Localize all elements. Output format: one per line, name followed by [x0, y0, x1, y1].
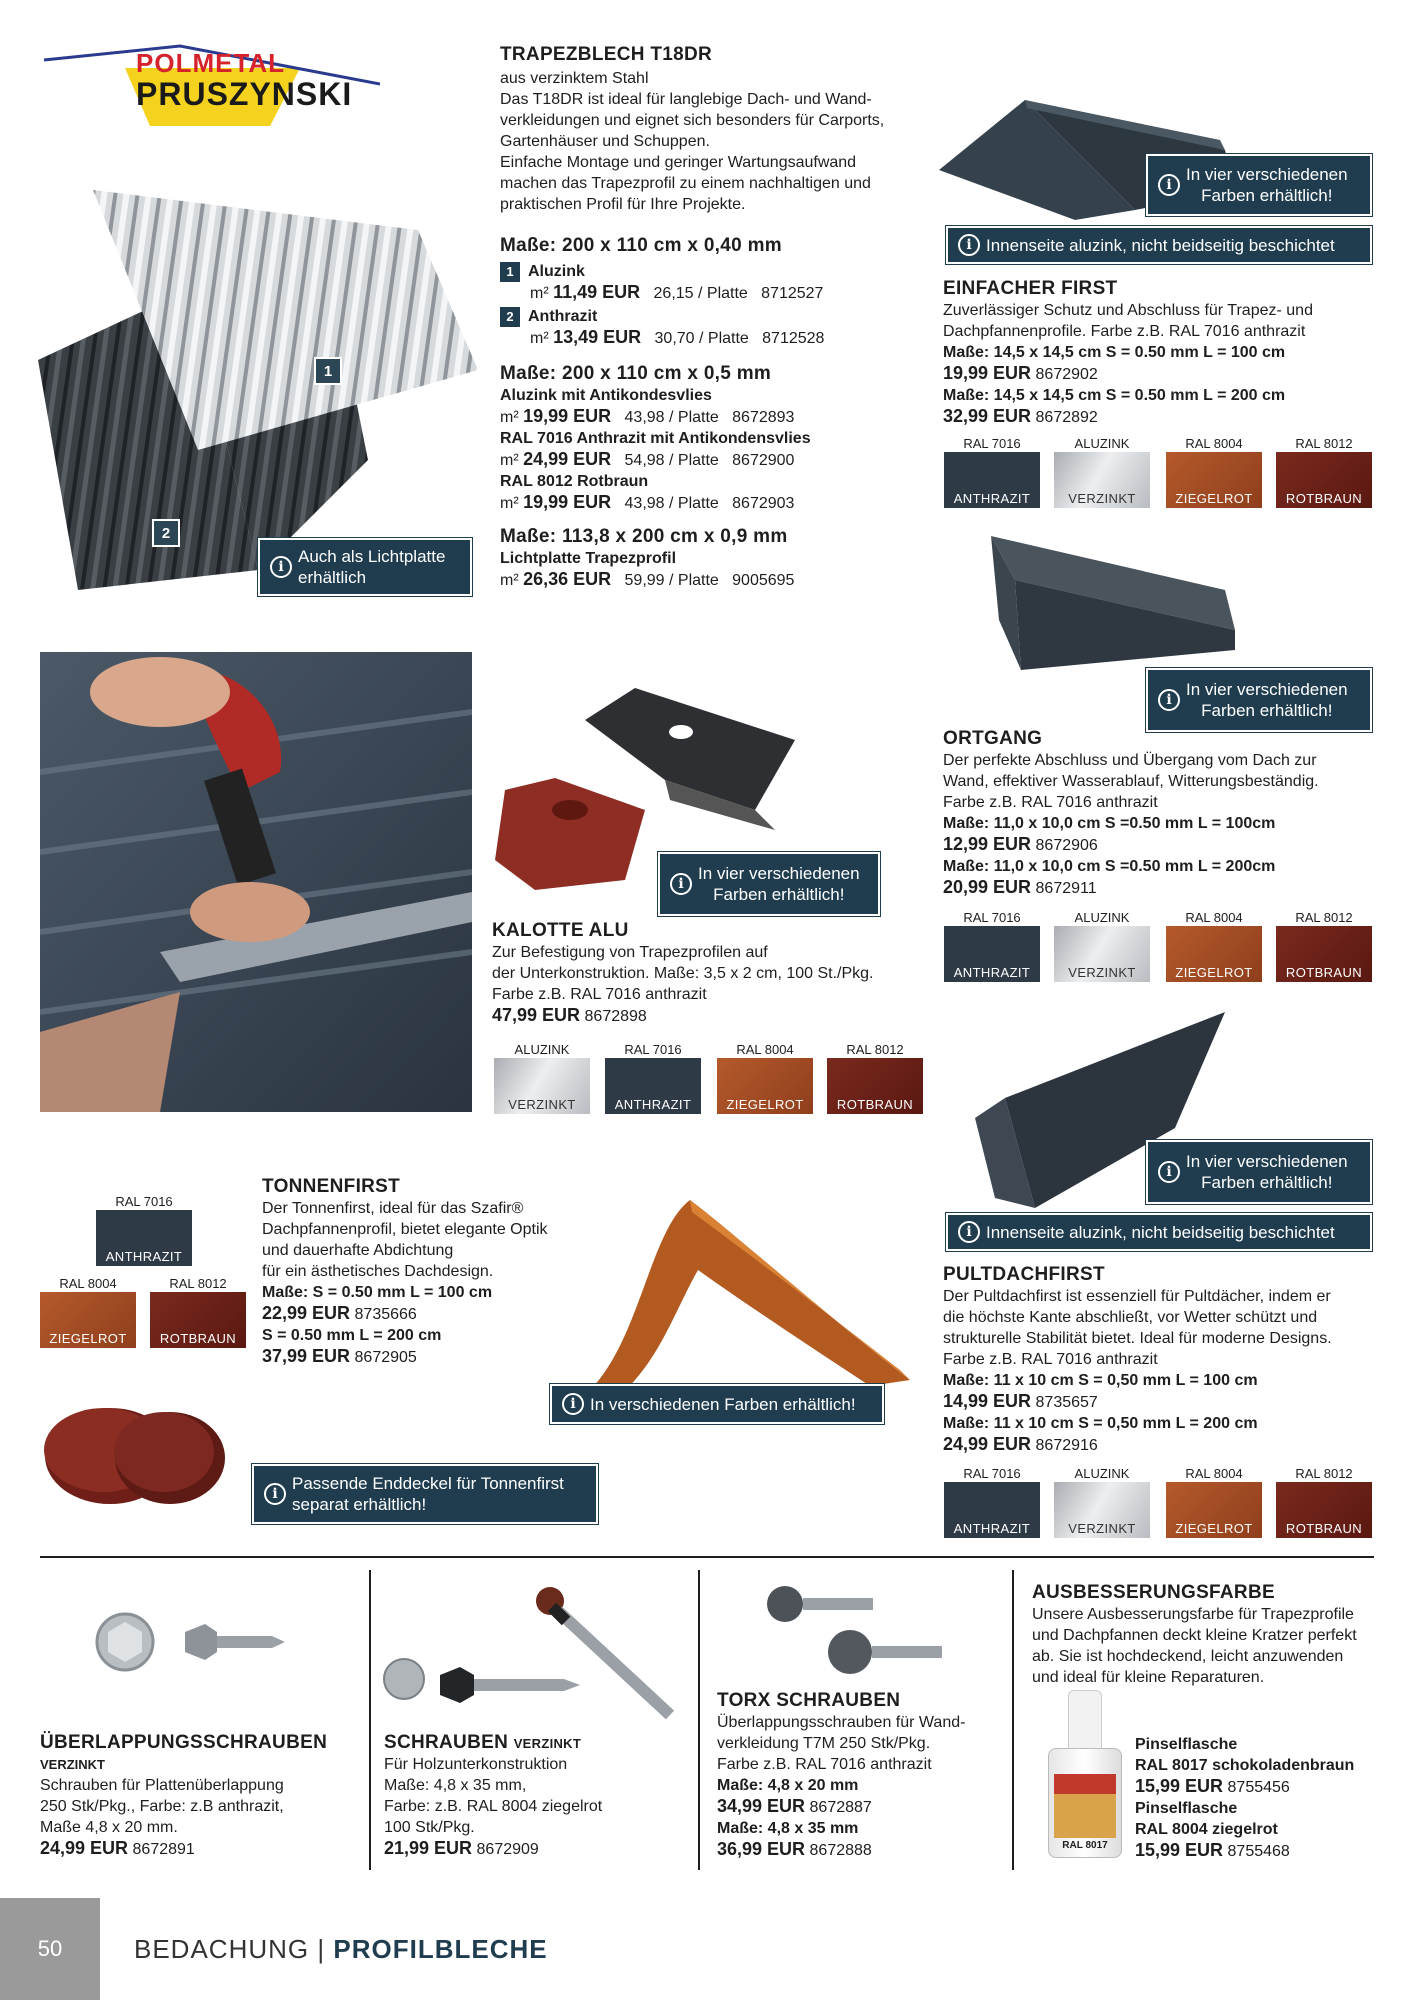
swatch-rotbraun: ROTBRAUN: [827, 1058, 923, 1114]
variant-aluzink: 1 Aluzink: [500, 261, 940, 282]
price-lichtplatte: m² 26,36 EUR 59,99 / Platte 9005695: [500, 569, 795, 589]
schrauben-section: SCHRAUBEN VERZINKT Für Holzunterkonstruktion Maße: 4,8 x 35 mm, Farbe: z.B. RAL 8004 ziegelrot 100 Stk/Pkg. 21,99 EUR 8672909: [384, 1732, 603, 1858]
info-icon: i: [562, 1393, 584, 1415]
bottle-label: RAL 8017: [1062, 1840, 1108, 1851]
swatch-ziegelrot: ZIEGELROT: [1166, 452, 1262, 508]
page-number: 50: [37, 1936, 63, 1961]
torx-section: TORX SCHRAUBEN Überlappungsschrauben für Wand- verkleidung T7M 250 Stk/Pkg. Farbe z.B. RAL 7016 anthrazit Maße: 4,8 x 20 mm 34,99 EUR 8672887 Maße: 4,8 x 35 mm 36,99 EUR 8672888: [717, 1690, 1007, 1861]
info-icon: i: [1158, 689, 1180, 711]
torx-title: TORX SCHRAUBEN: [717, 1690, 901, 1711]
section-divider: [40, 1556, 1374, 1558]
info-lichtplatte: i Auch als Lichtplatte erhältlich: [258, 538, 472, 596]
logo-line-1: POLMETAL: [136, 48, 286, 78]
column-divider-1: [369, 1570, 371, 1870]
ueberlappungsschrauben-section: ÜBERLAPPUNGSSCHRAUBEN VERZINKT Schrauben für Plattenüberlappung 250 Stk/Pkg., Farbe: z.B anthrazit, Maße 4,8 x 20 mm. 24,99 EUR 8672891: [40, 1732, 360, 1860]
drill-photo: [40, 652, 472, 1112]
kalotte-title: KALOTTE ALU: [492, 920, 629, 941]
trapezblech-size-1: Maße: 200 x 110 cm x 0,40 mm: [500, 235, 782, 256]
enddeckel-image: [40, 1396, 230, 1516]
swatch-ziegelrot: ZIEGELROT: [40, 1292, 136, 1348]
ueberlappungsschrauben-title: ÜBERLAPPUNGSSCHRAUBEN: [40, 1732, 328, 1753]
swatch-rotbraun: ROTBRAUN: [1276, 926, 1372, 982]
price-aluzink-vlies: m² 19,99 EUR 43,98 / Platte 8672893: [500, 406, 795, 426]
info-ortgang-colors: i In vier verschiedenen Farben erhältlich!: [1146, 668, 1372, 732]
pultdachfirst-section: PULTDACHFIRST Der Pultdachfirst ist essenziell für Pultdächer, indem er die höchste Kante abschließt, vor Wetter schützt und strukturelle Stabilität bietet. Ideal für moderne Designs. Farbe z.B. RAL 7016 anthrazit Maße: 11 x 10 cm S = 0,50 mm L = 100 cm 14,99 EUR 8735657 Maße: 11 x 10 cm S = 0,50 mm L = 200 cm 24,99 EUR 8672916: [943, 1264, 1383, 1456]
info-einfach-innenseite: i Innenseite aluzink, nicht beidseitig beschichtet: [946, 226, 1372, 264]
swatch-anthrazit: ANTHRAZIT: [96, 1210, 192, 1266]
variant-aluzink-vlies: Aluzink mit Antikondesvlies: [500, 387, 712, 404]
ortgang-image: [985, 530, 1245, 680]
tonnenfirst-section: TONNENFIRST Der Tonnenfirst, ideal für das Szafir® Dachpfannenprofil, bietet elegante Optik und dauerhafte Abdichtung für ein ästhetisches Dachdesign. Maße: S = 0.50 mm L = 100 cm 22,99 EUR 8735666 S = 0.50 mm L = 200 cm 37,99 EUR 8672905: [262, 1176, 602, 1368]
trapezblech-size-2: Maße: 200 x 110 cm x 0,5 mm: [500, 363, 772, 384]
variant-lichtplatte: Lichtplatte Trapezprofil: [500, 550, 677, 567]
trapezblech-title: TRAPEZBLECH T18DR: [500, 44, 713, 65]
column-divider-2: [698, 1570, 700, 1870]
brand-logo: [40, 40, 380, 130]
info-kalotte-colors: i In vier verschiedenen Farben erhältlich!: [658, 852, 880, 916]
swatch-anthrazit: ANTHRAZIT: [944, 926, 1040, 982]
footer-section-title: BEDACHUNG | PROFILBLECHE: [134, 1934, 548, 1964]
info-einfach-colors: i In vier verschiedenen Farben erhältlich!: [1146, 154, 1372, 216]
trapezblech-size-3: Maße: 113,8 x 200 cm x 0,9 mm: [500, 526, 788, 547]
column-divider-3: [1012, 1570, 1014, 1870]
price-anthrazit: m² 13,49 EUR 30,70 / Platte 8712528: [530, 327, 825, 347]
info-icon: i: [270, 556, 292, 578]
logo-line-2: PRUSZYNSKI: [136, 76, 353, 112]
trapezblech-desc: aus verzinktem Stahl Das T18DR ist ideal für langlebige Dach- und Wand- verkleidungen und eignet sich besonders für Carports, Gartenhäuser und Schuppen. Einfache Montage und geringer Wartungsaufwand machen das Trapezprofil zu einem nachhaltigen und praktischen Profil für Ihre Projekte.: [500, 70, 885, 213]
swatch-anthrazit: ANTHRAZIT: [944, 452, 1040, 508]
info-icon: i: [1158, 1161, 1180, 1183]
info-icon: i: [1158, 174, 1180, 196]
swatch-verzinkt: VERZINKT: [1054, 452, 1150, 508]
info-pult-colors: i In vier verschiedenen Farben erhältlich!: [1146, 1140, 1372, 1204]
schrauben-image: [380, 1585, 690, 1725]
swatch-ziegelrot: ZIEGELROT: [1166, 926, 1262, 982]
swatch-rotbraun: ROTBRAUN: [150, 1292, 246, 1348]
swatch-anthrazit: ANTHRAZIT: [944, 1482, 1040, 1538]
variant-badge-2: 2: [152, 519, 180, 547]
info-icon: i: [264, 1483, 286, 1505]
variant-rotbraun: RAL 8012 Rotbraun: [500, 473, 649, 490]
variant-anthrazit: 2 Anthrazit: [500, 306, 940, 327]
price-rotbraun: m² 19,99 EUR 43,98 / Platte 8672903: [500, 492, 795, 512]
swatch-rotbraun: ROTBRAUN: [1276, 452, 1372, 508]
ortgang-section: ORTGANG Der perfekte Abschluss und Übergang vom Dach zur Wand, effektiver Wasserablauf, Witterungsbeständig. Farbe z.B. RAL 7016 anthrazit Maße: 11,0 x 10,0 cm S =0.50 mm L = 100cm 12,99 EUR 8672906 Maße: 11,0 x 10,0 cm S =0.50 mm L = 200cm 20,99 EUR 8672911: [943, 728, 1383, 899]
tonnenfirst-image: [580, 1190, 920, 1400]
kalotte-section: KALOTTE ALU Zur Befestigung von Trapezprofilen auf der Unterkonstruktion. Maße: 3,5 x 2 cm, 100 St./Pkg. Farbe z.B. RAL 7016 anthrazit 47,99 EUR 8672898: [492, 920, 932, 1027]
swatch-verzinkt: VERZINKT: [1054, 926, 1150, 982]
farbe-prices: Pinselflasche RAL 8017 schokoladenbraun 15,99 EUR 8755456 Pinselflasche RAL 8004 ziegelrot 15,99 EUR 8755468: [1135, 1736, 1355, 1860]
swatch-anthrazit: ANTHRAZIT: [605, 1058, 701, 1114]
swatch-verzinkt: VERZINKT: [494, 1058, 590, 1114]
info-icon: i: [670, 873, 692, 895]
swatch-rotbraun: ROTBRAUN: [1276, 1482, 1372, 1538]
einfacher-first-title: EINFACHER FIRST: [943, 278, 1118, 299]
variant-anthrazit-vlies: RAL 7016 Anthrazit mit Antikondensvlies: [500, 430, 811, 447]
info-tonnen-colors: i In verschiedenen Farben erhältlich!: [550, 1384, 884, 1424]
info-pult-innenseite: i Innenseite aluzink, nicht beidseitig beschichtet: [946, 1213, 1372, 1251]
einfacher-first-section: EINFACHER FIRST Zuverlässiger Schutz und Abschluss für Trapez- und Dachpfannenprofile. Farbe z.B. RAL 7016 anthrazit Maße: 14,5 x 14,5 cm S = 0.50 mm L = 100 cm 19,99 EUR 8672902 Maße: 14,5 x 14,5 cm S = 0.50 mm L = 200 cm 32,99 EUR 8672892: [943, 278, 1383, 428]
pultdachfirst-title: PULTDACHFIRST: [943, 1264, 1105, 1285]
trapezblech-image: [38, 170, 478, 600]
info-enddeckel: i Passende Enddeckel für Tonnenfirst separat erhältlich!: [252, 1464, 598, 1524]
torx-schrauben-image: [755, 1582, 955, 1682]
price-aluzink: m² 11,49 EUR 26,15 / Platte 8712527: [530, 282, 824, 302]
page-number-box: [0, 1898, 100, 2000]
tonnenfirst-title: TONNENFIRST: [262, 1176, 401, 1197]
info-icon: i: [958, 234, 980, 256]
swatch-ziegelrot: ZIEGELROT: [1166, 1482, 1262, 1538]
info-icon: i: [958, 1221, 980, 1243]
variant-badge-1: 1: [314, 357, 342, 385]
ortgang-title: ORTGANG: [943, 728, 1043, 749]
swatch-verzinkt: VERZINKT: [1054, 1482, 1150, 1538]
ausbesserungsfarbe-section: AUSBESSERUNGSFARBE Unsere Ausbesserungsfarbe für Trapezprofile und Dachpfannen deckt kleine Kratzer perfekt ab. Sie ist hochdeckend, leicht anzuwenden und ideal für kleine Reparaturen.: [1032, 1582, 1382, 1688]
ausbesserungsfarbe-title: AUSBESSERUNGSFARBE: [1032, 1582, 1275, 1603]
paint-bottle-image: [1040, 1690, 1130, 1860]
trapezblech-section: [500, 44, 940, 591]
ueberlappungsschrauben-image: [95, 1602, 285, 1682]
schrauben-title: SCHRAUBEN: [384, 1732, 509, 1753]
swatch-ziegelrot: ZIEGELROT: [717, 1058, 813, 1114]
price-anthrazit-vlies: m² 24,99 EUR 54,98 / Platte 8672900: [500, 449, 795, 469]
